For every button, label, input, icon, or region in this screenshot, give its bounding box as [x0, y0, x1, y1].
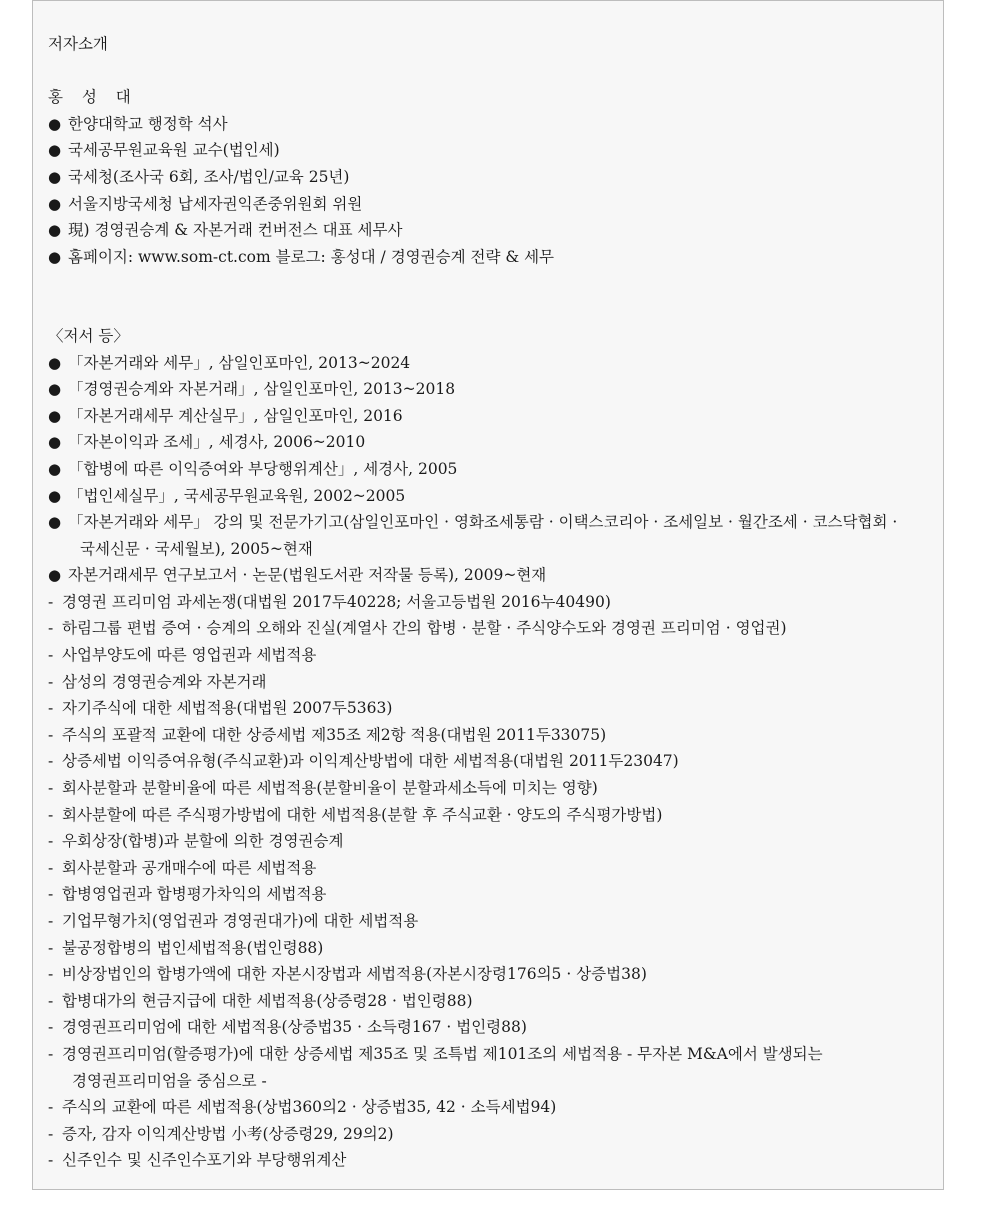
list-item-text: 하림그룹 편법 증여 · 승계의 오해와 진실(계열사 간의 합병 · 분할 · 주식양수도와 경영권 프리미엄 · 영업권) [62, 619, 787, 638]
dash-marker: - [48, 912, 54, 930]
list-item-text: 경영권프리미엄에 대한 세법적용(상증법35 · 소득령167 · 법인령88) [62, 1018, 527, 1037]
dash-marker: - [48, 885, 54, 904]
dash-marker: - [48, 619, 54, 638]
list-item [48, 164, 935, 191]
list-item [48, 244, 935, 271]
list-item [48, 191, 935, 218]
author-intro-panel [32, 0, 944, 1190]
list-item-text: 신주인수 및 신주인수포기와 부당행위계산 [62, 1151, 347, 1170]
list-item [48, 748, 935, 775]
spacer [48, 270, 935, 297]
dash-marker: - [48, 1124, 54, 1143]
dash-marker: - [48, 725, 54, 744]
dash-marker: - [48, 752, 54, 771]
list-item [48, 802, 935, 829]
author-intro-content [48, 31, 935, 1174]
dash-marker: - [48, 1151, 54, 1170]
list-item-text: 자본거래세무 연구보고서 · 논문(법원도서관 저작물 등록), 2009~현재 [68, 566, 547, 585]
list-item [48, 1094, 935, 1121]
list-item-text: 경영권프리미엄(할증평가)에 대한 상증세법 제35조 및 조특법 제101조의 세법적용 - 무자본 M&A에서 발생되는 [62, 1044, 823, 1063]
list-item [48, 456, 935, 483]
list-item [48, 908, 935, 935]
list-item [48, 350, 935, 377]
list-item [48, 669, 935, 696]
list-item [48, 562, 935, 589]
dash-marker: - [48, 938, 54, 957]
list-item-text: 「자본거래와 세무」, 삼일인포마인, 2013~2024 [68, 353, 411, 372]
list-item [48, 722, 935, 749]
list-item [48, 935, 935, 962]
list-item-text: 한양대학교 행정학 석사 [68, 114, 228, 133]
list-item-text: 우회상장(합병)과 분할에 의한 경영권승계 [62, 832, 344, 851]
bullet-icon: ● [48, 513, 62, 532]
list-item-text: 홈페이지: www.som-ct.com 블로그: 홍성대 / 경영권승계 전략 & 세무 [68, 247, 555, 266]
list-item-text: 삼성의 경영권승계와 자본거래 [62, 672, 267, 691]
list-item-text: 자기주식에 대한 세법적용(대법원 2007두5363) [62, 699, 393, 718]
list-item-text: 합병대가의 현금지급에 대한 세법적용(상증령28 · 법인령88) [62, 991, 473, 1010]
list-item-text: 회사분할에 따른 주식평가방법에 대한 세법적용(분할 후 주식교환 · 양도의 주식평가방법) [62, 805, 663, 824]
list-item [48, 881, 935, 908]
bullet-icon: ● [48, 194, 62, 213]
list-item-text: 합병영업권과 합병평가차익의 세법적용 [62, 885, 327, 904]
list-item [48, 376, 935, 403]
list-item-text: 회사분할과 분할비율에 따른 세법적용(분할비율이 분할과세소득에 미치는 영향) [62, 779, 598, 798]
list-item-text: 상증세법 이익증여유형(주식교환)과 이익계산방법에 대한 세법적용(대법원 2011두23047) [62, 752, 679, 771]
list-item [48, 642, 935, 669]
list-item [48, 615, 935, 642]
list-item [48, 1014, 935, 1041]
dash-marker: - [48, 965, 54, 984]
dash-marker: - [48, 779, 54, 798]
dash-marker: - [48, 699, 54, 718]
list-item [48, 483, 935, 510]
list-item [48, 961, 935, 988]
list-item-text: 「경영권승계와 자본거래」, 삼일인포마인, 2013~2018 [68, 380, 456, 399]
works-heading: 〈저서 등〉 [48, 326, 129, 345]
bullet-icon: ● [48, 406, 62, 425]
list-item-text: 국세청(조사국 6회, 조사/법인/교육 25년) [68, 167, 350, 186]
list-item [48, 775, 935, 802]
list-item [48, 589, 935, 616]
list-item [48, 1121, 935, 1148]
papers-list [48, 589, 935, 1174]
list-item-text: 회사분할과 공개매수에 따른 세법적용 [62, 858, 317, 877]
profile-list [48, 111, 935, 271]
list-item-text: 「합병에 따른 이익증여와 부당행위계산」, 세경사, 2005 [68, 459, 458, 478]
dash-marker: - [48, 592, 54, 611]
dash-marker: - [48, 991, 54, 1010]
list-item [48, 695, 935, 722]
list-item [48, 217, 935, 244]
list-item-text: 「자본이익과 조세」, 세경사, 2006~2010 [68, 433, 366, 452]
bullet-icon: ● [48, 167, 62, 186]
list-item-text: 「법인세실무」, 국세공무원교육원, 2002~2005 [68, 486, 406, 505]
list-item-text: 기업무형가치(영업권과 경영권대가)에 대한 세법적용 [62, 912, 419, 930]
spacer [48, 58, 935, 85]
list-item [48, 988, 935, 1015]
list-item-text: 現) 경영권승계 & 자본거래 컨버전스 대표 세무사 [68, 221, 403, 240]
bullet-icon: ● [48, 114, 62, 133]
list-item-text: 사업부양도에 따른 영업권과 세법적용 [62, 646, 317, 665]
dash-marker: - [48, 858, 54, 877]
bullet-icon: ● [48, 566, 62, 585]
list-item [48, 429, 935, 456]
list-item [48, 137, 935, 164]
list-item-text: 경영권 프리미엄 과세논쟁(대법원 2017두40228; 서울고등법원 2016누40490) [62, 592, 611, 611]
list-item-text: 비상장법인의 합병가액에 대한 자본시장법과 세법적용(자본시장령176의5 · 상증법38) [62, 965, 647, 984]
list-item [48, 828, 935, 855]
books-list [48, 350, 935, 589]
dash-marker: - [48, 646, 54, 665]
list-item [48, 1041, 935, 1068]
dash-marker: - [48, 1044, 54, 1063]
bullet-icon: ● [48, 433, 62, 452]
bullet-icon: ● [48, 380, 62, 399]
dash-marker: - [48, 805, 54, 824]
list-item-continuation: 경영권프리미엄을 중심으로 - [72, 1071, 267, 1090]
list-item-text: 국세공무원교육원 교수(법인세) [68, 141, 280, 160]
bullet-icon: ● [48, 247, 62, 266]
dash-marker: - [48, 1018, 54, 1037]
list-item-text: 주식의 포괄적 교환에 대한 상증세법 제35조 제2항 적용(대법원 2011두33075) [62, 725, 607, 744]
spacer [48, 297, 935, 323]
bullet-icon: ● [48, 141, 62, 160]
dash-marker: - [48, 672, 54, 691]
bullet-icon: ● [48, 486, 62, 505]
list-item [48, 111, 935, 138]
list-item-text: 서울지방국세청 납세자권익존중위원회 위원 [68, 194, 363, 213]
list-item [48, 509, 935, 536]
list-item-text: 「자본거래와 세무」 강의 및 전문가기고(삼일인포마인 · 영화조세통람 · 이택스코리아 · 조세일보 · 월간조세 · 코스닥협회 · [68, 513, 898, 532]
bullet-icon: ● [48, 459, 62, 478]
author-name: 홍 성 대 [48, 88, 138, 107]
list-item-text: 불공정합병의 법인세법적용(법인령88) [62, 938, 324, 957]
bullet-icon: ● [48, 221, 62, 240]
list-item-text: 증자, 감자 이익계산방법 小考(상증령29, 29의2) [62, 1124, 394, 1143]
dash-marker: - [48, 832, 54, 851]
list-item-text: 주식의 교환에 따른 세법적용(상법360의2 · 상증법35, 42 · 소득세법94) [62, 1098, 557, 1117]
bullet-icon: ● [48, 353, 62, 372]
dash-marker: - [48, 1098, 54, 1117]
list-item-continuation: 국세신문 · 국세월보), 2005~현재 [80, 539, 313, 558]
list-item [48, 855, 935, 882]
list-item [48, 1147, 935, 1174]
list-item [48, 403, 935, 430]
list-item-text: 「자본거래세무 계산실무」, 삼일인포마인, 2016 [68, 406, 403, 425]
section-heading: 저자소개 [48, 35, 108, 53]
